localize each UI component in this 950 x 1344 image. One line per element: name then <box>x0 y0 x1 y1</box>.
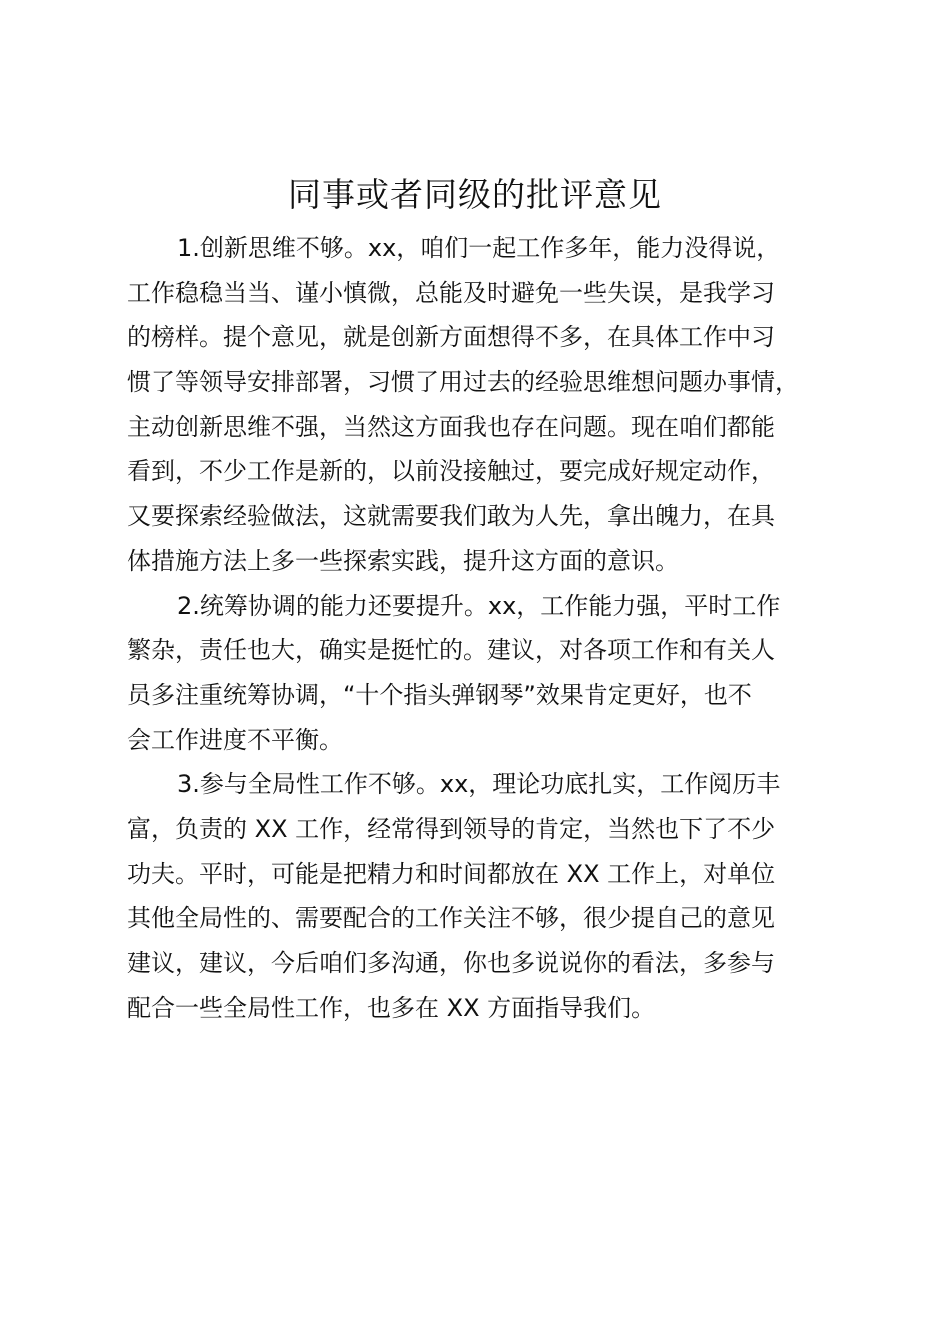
paragraph-1-line-5: 主动创新思维不强，当然这方面我也存在问题。现在咱们都能 <box>127 412 775 441</box>
paragraph-3-line-2: 富，负责的 XX 工作，经常得到领导的肯定，当然也下了不少 <box>127 814 776 843</box>
paragraph-2-line-4: 会工作进度不平衡。 <box>127 725 343 754</box>
paragraph-2-line-2: 繁杂，责任也大，确实是挺忙的。建议，对各项工作和有关人 <box>127 636 775 665</box>
paragraph-3-line-4: 其他全局性的、需要配合的工作关注不够，很少提自己的意见 <box>127 904 775 933</box>
paragraph-1-line-7: 又要探索经验做法，这就需要我们敢为人先，拿出魄力，在具 <box>127 502 775 531</box>
paragraph-2-line-1: 2.统筹协调的能力还要提升。xx，工作能力强，平时工作 <box>177 591 781 620</box>
paragraph-1-line-8: 体措施方法上多一些探索实践，提升这方面的意识。 <box>127 546 679 575</box>
paragraph-2-line-3: 员多注重统筹协调，“十个指头弹钢琴”效果肯定更好，也不 <box>127 680 752 709</box>
paragraph-3-line-5: 建议，建议，今后咱们多沟通，你也多说说你的看法，多参与 <box>127 949 775 977</box>
paragraph-1-line-4: 惯了等领导安排部署，习惯了用过去的经验思维想问题办事情， <box>127 368 799 397</box>
paragraph-3-line-6: 配合一些全局性工作，也多在 XX 方面指导我们。 <box>127 993 656 1022</box>
document-body <box>127 226 835 1030</box>
paragraph-1-line-6: 看到，不少工作是新的，以前没接触过，要完成好规定动作， <box>127 457 775 486</box>
paragraph-3-line-1: 3.参与全局性工作不够。xx，理论功底扎实，工作阅历丰 <box>177 770 781 799</box>
paragraph-1-line-2: 工作稳稳当当、谨小慎微，总能及时避免一些失误，是我学习 <box>127 278 775 307</box>
paragraph-1-line-3: 的榜样。提个意见，就是创新方面想得不多，在具体工作中习 <box>127 323 775 352</box>
paragraph-1-line-1: 1.创新思维不够。xx，咱们一起工作多年，能力没得说， <box>177 234 781 262</box>
paragraph-3-line-3: 功夫。平时，可能是把精力和时间都放在 XX 工作上，对单位 <box>127 859 776 888</box>
document-title: 同事或者同级的批评意见 <box>288 175 662 214</box>
